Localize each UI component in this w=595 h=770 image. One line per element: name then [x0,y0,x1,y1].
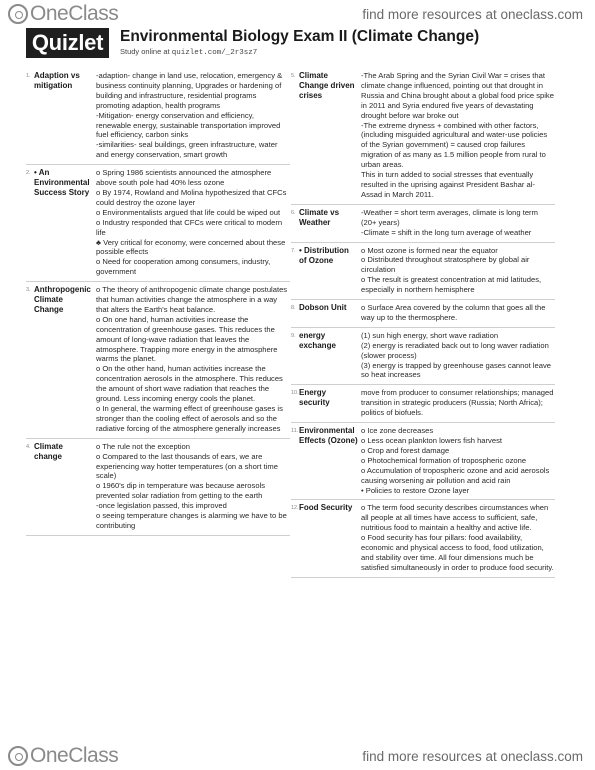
flashcard-number: 3. [26,287,31,294]
flashcard-definition [361,503,555,572]
definition-line: -Weather = short term averages, climate is long term (20+ years) [361,207,538,227]
definition-line: -Climate = shift in the long turn average of weather [361,227,532,237]
flashcard-definition [361,246,555,296]
flashcard-definition [96,442,290,531]
definition-line: o On one hand, human activities increase the concentration of greenhouse gases. This reduces the amount of long-wave radiation that leaves the atmosphere. Trapping more energy in the atmosphere warms the planet. [96,314,278,364]
definition-line: o Distributed throughout stratosphere by global air circulation [361,255,530,275]
definition-line: (3) energy is trapped by greenhouse gases cannot leave so heat increases [361,360,551,380]
flashcard-row [291,300,555,328]
definition-line: o Accumulation of tropospheric ozone and acid aerosols causing worsening air pollution and acid rain [361,465,550,485]
flashcard-number: 10. [291,390,299,397]
flashcard-definition [361,208,555,238]
definition-line: o Crop and forest damage [361,445,450,455]
oneclass-logo-text: OneClass [30,2,119,25]
flashcard-row [291,68,555,205]
definition-line: -adaption- change in land use, relocation, emergency & business continuity planning, Upgrades or hardening of building and infrastructure, residential programs promoting adaption, health programs [96,71,283,110]
definition-line: (2) energy is reradiated back out to long waver radiation (slower process) [361,340,549,360]
flashcard-row [291,385,555,423]
flashcard-row [291,328,555,386]
flashcard-definition [361,388,555,418]
flashcard-definition [96,71,290,160]
flashcard-term: Climate vs Weather [299,207,340,227]
definition-line: o Surface Area covered by the column that goes all the way up to the thermosphere. [361,303,546,322]
flashcard-definition [96,285,290,434]
definition-line: o The rule not the exception [96,441,191,451]
oneclass-logo-icon [8,746,28,766]
definition-line: o Most ozone is formed near the equator [361,245,498,255]
flashcard-row [291,205,555,243]
flashcard-number: 11. [291,428,299,435]
oneclass-logo-text: OneClass [30,744,119,767]
flashcard-number: 7. [291,247,296,254]
flashcard-definition [96,168,290,277]
oneclass-logo-icon [8,4,28,24]
flashcard-definition [361,303,555,323]
flashcard-definition [361,331,555,381]
definition-line: o The term food security describes circumstances when all people at all times have access to sufficient, safe, nutritious food to maintain a healthy and active life. [361,503,549,533]
definition-line: o Photochemical formation of tropospheric ozone [361,455,527,465]
definition-line: o The result is greatest concentration at mid latitudes, especially in northern hemisphere [361,275,542,295]
definition-line: -once legislation passed, this improved [96,501,227,511]
flashcard-term: Environmental Effects (Ozone) [299,426,358,446]
definition-line: -Mitigation- energy conservation and efficiency, renewable energy, sustainable transportation improved fuel efficiency, carbon sinks [96,110,281,140]
definition-line: o seeing temperature changes is alarming we have to be contributing [96,511,287,530]
definition-line: This in turn added to social stresses that eventually resulted in the uprising against President Bashar al-Assad in March 2011. [361,170,535,199]
definition-line: o Ice zone decreases [361,426,434,436]
definition-line: move from producer to consumer relationships; managed transition in strategic producers (Russia; North Africa); politics of biofuels. [361,388,554,418]
flashcard-row [26,282,290,439]
definition-line: -The Arab Spring and the Syrian Civil War = crises that climate change influenced, pointing out that drought in Russia and China brought about a global food price spike in 2011 and Syria endured five years of devastating drought before war broke out [361,71,554,120]
flashcard-row [26,165,290,282]
page-title: Environmental Biology Exam II (Climate Change) [120,28,480,45]
definition-line: o Need for cooperation among consumers, industry, government [96,257,271,277]
oneclass-header-bar [0,0,595,28]
flashcard-number: 12. [291,505,299,512]
definition-line: o By 1974, Rowland and Molina hypothesized that CFCs could destroy the ozone layer [96,187,287,207]
flashcard-term: Adaption vs mitigation [34,71,80,90]
flashcard-term: Anthropogenic Climate Change [34,285,91,315]
oneclass-footer-bar [0,742,595,770]
definition-line: o Compared to the last thousands of ears, we are experiencing way hotter temperatures (on a short time scale) [96,451,278,481]
flashcard-row [291,243,555,301]
study-online-url[interactable]: quizlet.com/_2r3sz7 [171,49,258,57]
flashcard-term: Climate Change driven crises [299,71,355,100]
flashcard-row [26,68,290,165]
quizlet-logo: Quizlet [26,28,109,58]
oneclass-resources-link[interactable]: find more resources at oneclass.com [362,6,583,22]
flashcard-term: Food Security [299,503,353,513]
definition-line: ♣ Very critical for economy, were concerned about these possible effects [96,237,286,257]
flashcard-term: Climate change [34,441,63,461]
flashcard-term: • An Environmental Success Story [34,168,90,198]
document-header [26,28,571,64]
flashcard-row [26,439,290,536]
flashcard-definition [361,71,555,200]
flashcard-row [291,423,555,500]
oneclass-resources-link[interactable]: find more resources at oneclass.com [362,748,583,764]
flashcard-column-left [26,68,290,536]
oneclass-footer-logo[interactable] [8,744,118,768]
definition-line: o 1960's dip in temperature was because aerosols prevented solar radiation from getting to the earth [96,481,266,501]
flashcard-number: 9. [291,332,296,339]
definition-line: -The extreme dryness + combined with other factors, (including misguided agricultural and water-use policies of the Syrian government) = caused crop failures migration of as many as 1.5 million people from rural to urban areas. [361,120,548,170]
definition-line: o Environmentalists argued that life could be wiped out [96,207,281,217]
study-online-label: Study online at [120,47,172,56]
definition-line: o Industry responded that CFCs were critical to modern life [96,217,283,237]
definition-line: • Policies to restore Ozone layer [361,485,470,495]
flashcard-definition [361,426,555,495]
definition-line: (1) sun high energy, short wave radiation [361,330,499,340]
flashcard-term: energy exchange [299,330,336,350]
flashcard-number: 8. [291,305,296,312]
flashcard-term: • Distribution of Ozone [299,245,349,265]
flashcard-term: Energy security [299,388,330,408]
flashcard-number: 6. [291,209,296,216]
flashcard-number: 5. [291,73,296,79]
flashcard-number: 4. [26,443,31,450]
definition-line: o In general, the warming effect of greenhouse gases is stronger than the cooling effect of aerosols and so the radiative forcing of the atmosphere generally increases [96,404,283,433]
definition-line: -similarities- seal buildings, green infrastructure, water and energy conservation, smart growth [96,140,278,160]
flashcard-row [291,500,555,577]
flashcard-number: 2. [26,170,31,177]
study-online-line [120,47,257,57]
definition-line: o Food security has four pillars: food availability, economic and physical access to food, food utilization, and stability over time. All four dimensions much be satisfied simultaneously in order to produce food security. [361,533,554,572]
oneclass-logo[interactable] [8,2,118,26]
definition-line: o The theory of anthropogenic climate change postulates that human activities change the atmosphere in a way that alters the Earth's heat balance. [96,285,288,314]
flashcard-term: Dobson Unit [299,303,347,313]
flashcard-number: 1. [26,73,31,79]
definition-line: o Spring 1986 scientists announced the atmosphere above south pole had 40% less ozone [96,168,272,188]
flashcard-column-right [291,68,555,578]
definition-line: o On the other hand, human activities increase the concentration aerosols in the atmosphere. This reduces the amount of short wave radiation that reaches the ground. Less incoming energy cools the planet. [96,364,283,404]
definition-line: o Less ocean plankton lowers fish harvest [361,436,502,445]
